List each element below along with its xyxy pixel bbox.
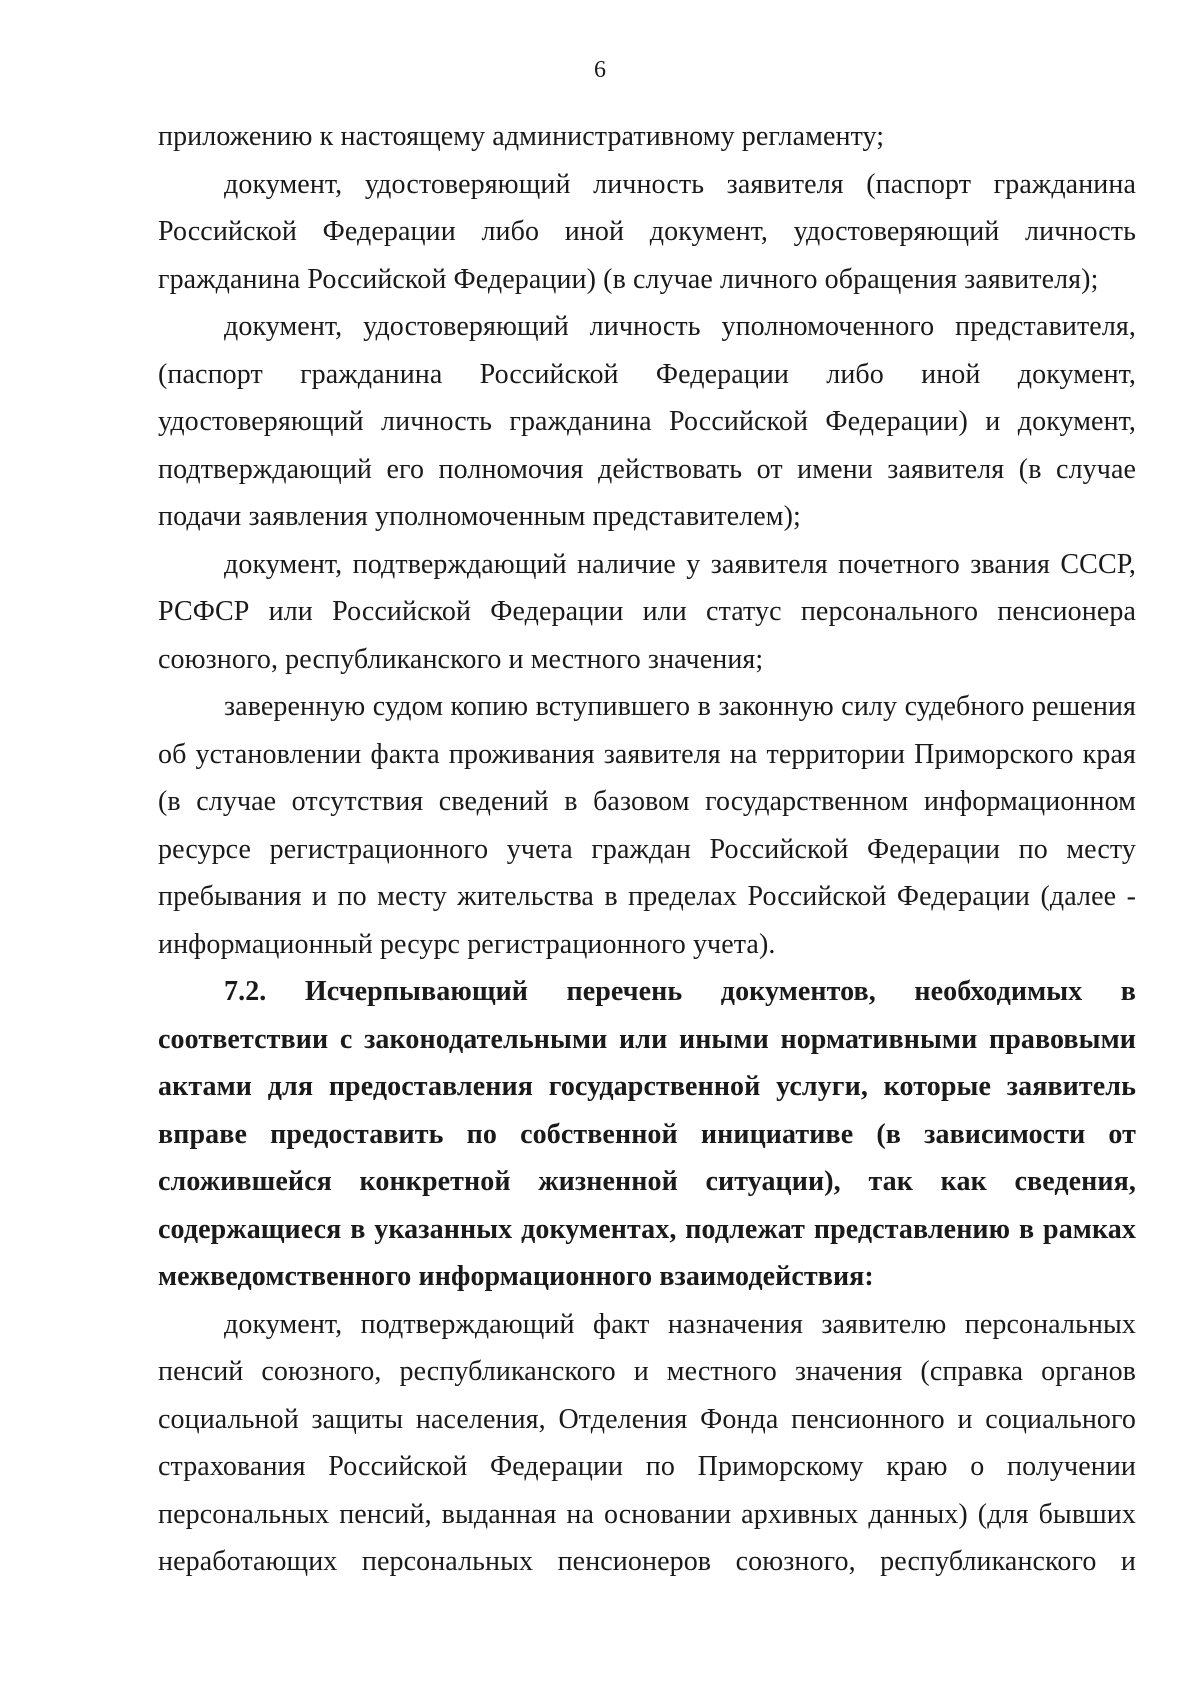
paragraph-continuation: приложению к настоящему административному регламенту; (158, 121, 885, 152)
paragraph-representative-id: документ, удостоверяющий личность уполномоченного представителя, (паспорт гражданина Российской Федерации либо иной документ, удостоверяющий личность гражданина Российской Федерации) и документ, подтверждающий его полномочия действовать от имени заявителя (в случае подачи заявления уполномоченным представителем); (158, 311, 1136, 532)
paragraph-court-decision: заверенную судом копию вступившего в законную силу судебного решения об установлении факта проживания заявителя на территории Приморского края (в случае отсутствия сведений в базовом государственном информационном ресурсе регистрационного учета граждан Российской Федерации по месту пребывания и по месту жительства в пределах Российской Федерации (далее - информационный ресурс регистрационного учета). (158, 691, 1136, 960)
document-body (158, 113, 1136, 1586)
paragraph-honorary-title: документ, подтверждающий наличие у заявителя почетного звания СССР, РСФСР или Российской Федерации или статус персонального пенсионера союзного, республиканского и местного значения; (158, 548, 1136, 675)
page-number: 6 (594, 57, 606, 83)
paragraph-applicant-id: документ, удостоверяющий личность заявителя (паспорт гражданина Российской Федерации либо иной документ, удостоверяющий личность гражданина Российской Федерации) (в случае личного обращения заявителя); (158, 168, 1136, 295)
paragraph-pension-document: документ, подтверждающий факт назначения заявителю персональных пенсий союзного, республиканского и местного значения (справка органов социальной защиты населения, Отделения Фонда пенсионного и социального страхования Российской Федерации по Приморскому краю о получении персональных пенсий, выданная на основании архивных данных) (для бывших неработающих персональных пенсионеров союзного, республиканского и (158, 1308, 1136, 1577)
section-heading-7-2: 7.2. Исчерпывающий перечень документов, необходимых в соответствии с законодательными или иными нормативными правовыми актами для предоставления государственной услуги, которые заявитель вправе предоставить по собственной инициативе (в зависимости от сложившейся конкретной жизненной ситуации), так как сведения, содержащиеся в указанных документах, подлежат представлению в рамках межведомственного информационного взаимодействия: (158, 976, 1136, 1292)
